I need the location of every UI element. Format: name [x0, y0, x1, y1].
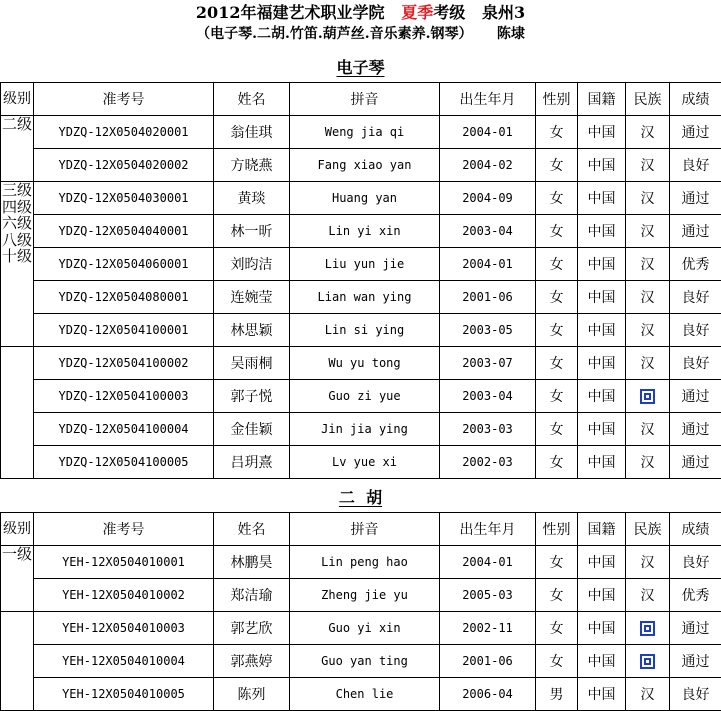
- birth-cell: 2006-04: [440, 678, 536, 711]
- table-header-row: [1, 83, 721, 116]
- name-cell: 林思颖: [214, 314, 290, 347]
- col-header-result: 成绩: [670, 83, 721, 116]
- table-row: [1, 380, 721, 413]
- birth-cell: 2004-01: [440, 116, 536, 149]
- birth-cell: 2002-03: [440, 446, 536, 479]
- ethnicity-cell: 汉: [626, 215, 670, 248]
- ethnicity-cell: 汉: [626, 678, 670, 711]
- col-header-nationality: 国籍: [578, 83, 626, 116]
- exam-id-cell: YEH-12X0504010001: [34, 546, 214, 579]
- pinyin-cell: Lin yi xin: [290, 215, 440, 248]
- gender-cell: 女: [536, 380, 578, 413]
- results-table-dianziqin: [0, 82, 721, 479]
- exam-id-cell: YDZQ-12X0504100005: [34, 446, 214, 479]
- col-header-nationality: 国籍: [578, 513, 626, 546]
- col-header-birth: 出生年月: [440, 513, 536, 546]
- exam-id-cell: YDZQ-12X0504100004: [34, 413, 214, 446]
- col-header-name: 姓名: [214, 83, 290, 116]
- birth-cell: 2004-09: [440, 182, 536, 215]
- name-cell: 吴雨桐: [214, 347, 290, 380]
- result-cell: 通过: [670, 612, 721, 645]
- result-cell: 良好: [670, 281, 721, 314]
- name-cell: 黄琰: [214, 182, 290, 215]
- exam-id-cell: YDZQ-12X0504030001: [34, 182, 214, 215]
- table-row: [1, 612, 721, 645]
- gender-cell: 男: [536, 678, 578, 711]
- title-city: 泉州3: [482, 3, 525, 22]
- gender-cell: 女: [536, 314, 578, 347]
- gender-cell: 女: [536, 116, 578, 149]
- birth-cell: 2003-04: [440, 215, 536, 248]
- level-label: 一级: [2, 546, 32, 564]
- gender-cell: 女: [536, 579, 578, 612]
- nationality-cell: 中国: [578, 215, 626, 248]
- pinyin-cell: Guo zi yue: [290, 380, 440, 413]
- missing-glyph-icon: [640, 389, 655, 404]
- result-cell: 通过: [670, 182, 721, 215]
- ethnicity-cell: 汉: [626, 579, 670, 612]
- table-header-row: [1, 513, 721, 546]
- ethnicity-cell: 汉: [626, 446, 670, 479]
- exam-id-cell: YEH-12X0504010003: [34, 612, 214, 645]
- result-cell: 通过: [670, 215, 721, 248]
- exam-id-cell: YDZQ-12X0504020001: [34, 116, 214, 149]
- pinyin-cell: Guo yan ting: [290, 645, 440, 678]
- exam-id-cell: YEH-12X0504010005: [34, 678, 214, 711]
- name-cell: 郭燕婷: [214, 645, 290, 678]
- birth-cell: 2004-01: [440, 248, 536, 281]
- col-header-name: 姓名: [214, 513, 290, 546]
- name-cell: 刘昀洁: [214, 248, 290, 281]
- result-cell: 良好: [670, 678, 721, 711]
- result-cell: 通过: [670, 116, 721, 149]
- table-row: [1, 182, 721, 215]
- result-cell: 通过: [670, 380, 721, 413]
- gender-cell: 女: [536, 215, 578, 248]
- nationality-cell: 中国: [578, 380, 626, 413]
- ethnicity-cell: 汉: [626, 149, 670, 182]
- nationality-cell: 中国: [578, 612, 626, 645]
- name-cell: 吕玥熹: [214, 446, 290, 479]
- exam-id-cell: YDZQ-12X0504100002: [34, 347, 214, 380]
- gender-cell: 女: [536, 446, 578, 479]
- missing-glyph-icon: [640, 654, 655, 669]
- level-cell: [1, 612, 34, 711]
- gender-cell: 女: [536, 281, 578, 314]
- page-title: [0, 2, 721, 24]
- section-title-dianziqin: 电子琴: [0, 55, 721, 78]
- ethnicity-cell: 汉: [626, 182, 670, 215]
- pinyin-cell: Fang xiao yan: [290, 149, 440, 182]
- name-cell: 方晓燕: [214, 149, 290, 182]
- table-row: [1, 678, 721, 711]
- col-header-pinyin: 拼音: [290, 513, 440, 546]
- result-cell: 优秀: [670, 579, 721, 612]
- result-cell: 良好: [670, 314, 721, 347]
- ethnicity-cell: 汉: [626, 116, 670, 149]
- name-cell: 郑洁瑜: [214, 579, 290, 612]
- table-row: [1, 446, 721, 479]
- exam-id-cell: YEH-12X0504010004: [34, 645, 214, 678]
- birth-cell: 2005-03: [440, 579, 536, 612]
- pinyin-cell: Guo yi xin: [290, 612, 440, 645]
- level-label: 三级四级六级八级十级: [2, 182, 32, 266]
- pinyin-cell: Jin jia ying: [290, 413, 440, 446]
- nationality-cell: 中国: [578, 546, 626, 579]
- exam-id-cell: YEH-12X0504010002: [34, 579, 214, 612]
- missing-glyph-icon: [640, 621, 655, 636]
- pinyin-cell: Liu yun jie: [290, 248, 440, 281]
- nationality-cell: 中国: [578, 281, 626, 314]
- ethnicity-cell: 汉: [626, 413, 670, 446]
- pinyin-cell: Weng jia qi: [290, 116, 440, 149]
- exam-id-cell: YDZQ-12X0504020002: [34, 149, 214, 182]
- ethnicity-cell: [626, 612, 670, 645]
- nationality-cell: 中国: [578, 347, 626, 380]
- pinyin-cell: Huang yan: [290, 182, 440, 215]
- result-cell: 通过: [670, 645, 721, 678]
- table-row: [1, 579, 721, 612]
- subtitle-subjects: （电子琴.二胡.竹笛.葫芦丝.音乐素养.钢琴）: [196, 26, 472, 42]
- pinyin-cell: Wu yu tong: [290, 347, 440, 380]
- table-row: [1, 645, 721, 678]
- gender-cell: 女: [536, 347, 578, 380]
- level-label: 二级: [2, 116, 32, 134]
- birth-cell: 2001-06: [440, 645, 536, 678]
- gender-cell: 女: [536, 546, 578, 579]
- pinyin-cell: Lin peng hao: [290, 546, 440, 579]
- result-cell: 良好: [670, 546, 721, 579]
- table-row: [1, 248, 721, 281]
- table-row: [1, 116, 721, 149]
- birth-cell: 2003-03: [440, 413, 536, 446]
- col-header-result: 成绩: [670, 513, 721, 546]
- gender-cell: 女: [536, 182, 578, 215]
- name-cell: 连婉莹: [214, 281, 290, 314]
- ethnicity-cell: 汉: [626, 314, 670, 347]
- table-row: [1, 215, 721, 248]
- name-cell: 林一昕: [214, 215, 290, 248]
- nationality-cell: 中国: [578, 182, 626, 215]
- title-exam: 考级: [433, 3, 465, 22]
- pinyin-cell: Lin si ying: [290, 314, 440, 347]
- table-row: [1, 347, 721, 380]
- table-row: [1, 546, 721, 579]
- col-header-ethnicity: 民族: [626, 513, 670, 546]
- nationality-cell: 中国: [578, 413, 626, 446]
- pinyin-cell: Zheng jie yu: [290, 579, 440, 612]
- exam-id-cell: YDZQ-12X0504060001: [34, 248, 214, 281]
- nationality-cell: 中国: [578, 116, 626, 149]
- nationality-cell: 中国: [578, 248, 626, 281]
- name-cell: 翁佳琪: [214, 116, 290, 149]
- level-cell: [1, 116, 34, 182]
- nationality-cell: 中国: [578, 678, 626, 711]
- pinyin-cell: Lian wan ying: [290, 281, 440, 314]
- ethnicity-cell: [626, 380, 670, 413]
- name-cell: 郭艺欣: [214, 612, 290, 645]
- col-header-gender: 性别: [536, 83, 578, 116]
- ethnicity-cell: 汉: [626, 281, 670, 314]
- result-cell: 通过: [670, 446, 721, 479]
- pinyin-cell: Lv yue xi: [290, 446, 440, 479]
- name-cell: 金佳颖: [214, 413, 290, 446]
- ethnicity-cell: 汉: [626, 347, 670, 380]
- birth-cell: 2004-01: [440, 546, 536, 579]
- gender-cell: 女: [536, 612, 578, 645]
- page-subtitle: [0, 24, 721, 44]
- ethnicity-cell: 汉: [626, 546, 670, 579]
- birth-cell: 2003-05: [440, 314, 536, 347]
- col-header-id: 准考号: [34, 513, 214, 546]
- name-cell: 林鹏昊: [214, 546, 290, 579]
- table-row: [1, 413, 721, 446]
- results-table-erhu: [0, 512, 721, 711]
- title-prefix: 2012年福建艺术职业学院: [196, 3, 385, 22]
- birth-cell: 2001-06: [440, 281, 536, 314]
- exam-id-cell: YDZQ-12X0504040001: [34, 215, 214, 248]
- gender-cell: 女: [536, 248, 578, 281]
- subtitle-teacher: 陈埭: [497, 26, 525, 42]
- table-row: [1, 314, 721, 347]
- nationality-cell: 中国: [578, 149, 626, 182]
- name-cell: 陈列: [214, 678, 290, 711]
- exam-id-cell: YDZQ-12X0504080001: [34, 281, 214, 314]
- result-cell: 良好: [670, 149, 721, 182]
- col-header-ethnicity: 民族: [626, 83, 670, 116]
- table-row: [1, 281, 721, 314]
- nationality-cell: 中国: [578, 314, 626, 347]
- section-title-erhu: 二 胡: [0, 485, 721, 508]
- col-header-birth: 出生年月: [440, 83, 536, 116]
- level-cell: [1, 546, 34, 612]
- exam-id-cell: YDZQ-12X0504100001: [34, 314, 214, 347]
- col-header-level: 级别: [1, 83, 34, 116]
- birth-cell: 2003-04: [440, 380, 536, 413]
- title-season: 夏季: [401, 3, 433, 22]
- birth-cell: 2003-07: [440, 347, 536, 380]
- gender-cell: 女: [536, 413, 578, 446]
- result-cell: 良好: [670, 347, 721, 380]
- exam-id-cell: YDZQ-12X0504100003: [34, 380, 214, 413]
- table-row: [1, 149, 721, 182]
- pinyin-cell: Chen lie: [290, 678, 440, 711]
- result-cell: 优秀: [670, 248, 721, 281]
- ethnicity-cell: [626, 645, 670, 678]
- birth-cell: 2004-02: [440, 149, 536, 182]
- nationality-cell: 中国: [578, 645, 626, 678]
- name-cell: 郭子悦: [214, 380, 290, 413]
- col-header-id: 准考号: [34, 83, 214, 116]
- ethnicity-cell: 汉: [626, 248, 670, 281]
- col-header-pinyin: 拼音: [290, 83, 440, 116]
- birth-cell: 2002-11: [440, 612, 536, 645]
- col-header-gender: 性别: [536, 513, 578, 546]
- level-cell: [1, 347, 34, 479]
- level-cell: [1, 182, 34, 347]
- gender-cell: 女: [536, 645, 578, 678]
- result-cell: 通过: [670, 413, 721, 446]
- col-header-level: 级别: [1, 513, 34, 546]
- nationality-cell: 中国: [578, 579, 626, 612]
- nationality-cell: 中国: [578, 446, 626, 479]
- gender-cell: 女: [536, 149, 578, 182]
